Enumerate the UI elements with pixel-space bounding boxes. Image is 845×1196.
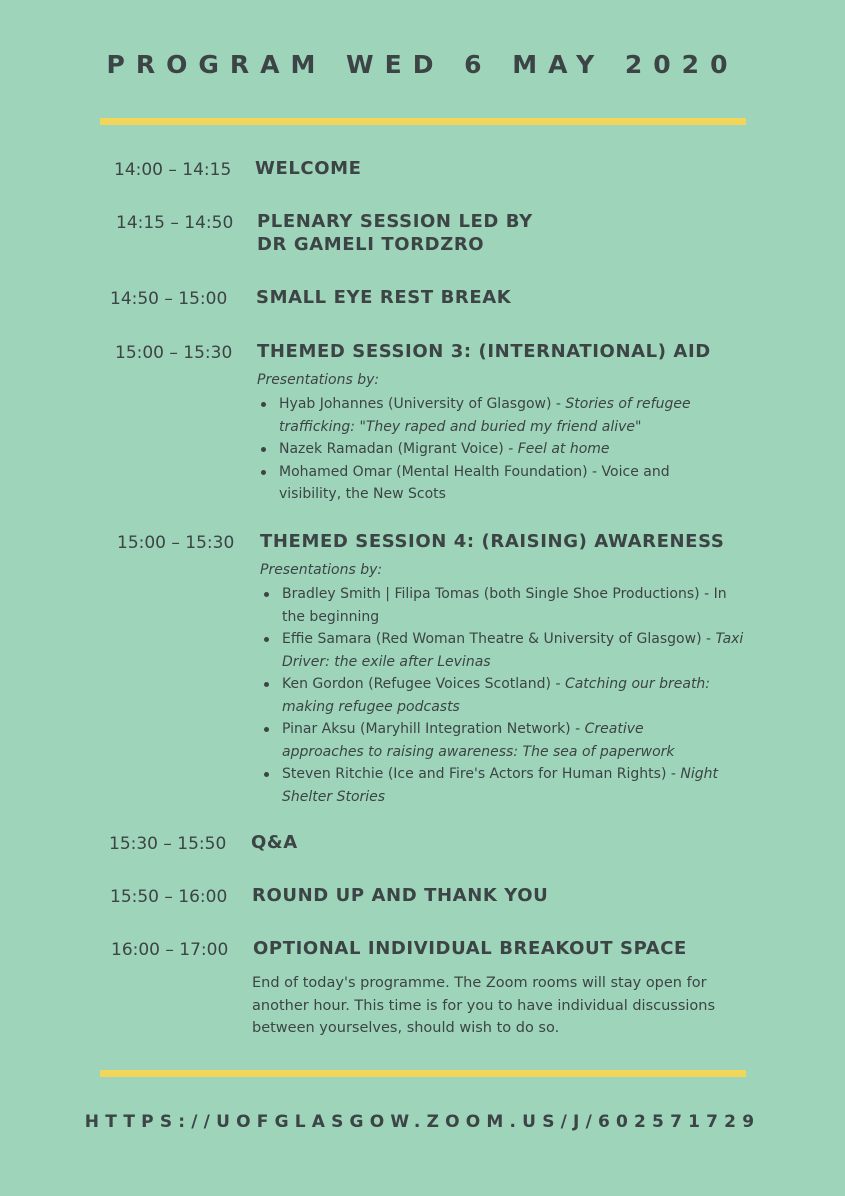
presentation-title: Creative approaches to raising awareness: The sea of paperwork bbox=[282, 721, 675, 760]
bottom-divider bbox=[100, 1070, 746, 1077]
session-heading-line2: DR GAMELI TORDZRO bbox=[257, 234, 485, 255]
presentation-title: Stories of refugee trafficking: "They raped and buried my friend alive" bbox=[279, 396, 691, 435]
list-item bbox=[258, 438, 738, 461]
session-heading: THEMED SESSION 3: (INTERNATIONAL) AID bbox=[257, 341, 711, 362]
presentation-title: Night Shelter Stories bbox=[282, 766, 718, 805]
list-item bbox=[261, 763, 749, 808]
session-note: End of today's programme. The Zoom rooms will stay open for another hour. This time is for you to have individual discussions between yourselves, should wish to do so. bbox=[252, 975, 716, 1036]
zoom-link[interactable]: HTTPS://UOFGLASGOW.ZOOM.US/J/602571729 bbox=[84, 1112, 761, 1132]
session-heading-line1: PLENARY SESSION LED BY bbox=[257, 211, 533, 232]
time-slot: 14:50 – 15:00 bbox=[110, 289, 228, 309]
time-slot: 14:00 – 14:15 bbox=[114, 160, 232, 180]
session-heading: ROUND UP AND THANK YOU bbox=[252, 885, 549, 906]
time-slot: 14:15 – 14:50 bbox=[116, 213, 234, 233]
time-slot: 15:00 – 15:30 bbox=[117, 533, 235, 553]
presentation-title: Taxi Driver: the exile after Levinas bbox=[282, 631, 744, 670]
presenter: Nazek Ramadan (Migrant Voice) - bbox=[279, 441, 518, 457]
time-slot: 15:50 – 16:00 bbox=[110, 887, 228, 907]
presenter: Bradley Smith | Filipa Tomas (both Single Shoe Productions) - In the beginning bbox=[282, 586, 727, 625]
time-slot: 15:00 – 15:30 bbox=[115, 343, 233, 363]
session-heading: SMALL EYE REST BREAK bbox=[256, 287, 512, 308]
presenter: Effie Samara (Red Woman Theatre & University of Glasgow) - bbox=[282, 631, 716, 647]
presentations-label: Presentations by: bbox=[260, 562, 383, 578]
presenter: Ken Gordon (Refugee Voices Scotland) - bbox=[282, 676, 565, 692]
time-slot: 16:00 – 17:00 bbox=[111, 940, 229, 960]
session-heading: WELCOME bbox=[255, 158, 362, 179]
top-divider bbox=[100, 118, 746, 125]
presentation-title: Catching our breath: making refugee podcasts bbox=[282, 676, 711, 715]
presentation-list bbox=[258, 393, 738, 506]
presentations-label: Presentations by: bbox=[257, 372, 380, 388]
session-heading: OPTIONAL INDIVIDUAL BREAKOUT SPACE bbox=[253, 938, 687, 959]
list-item bbox=[261, 718, 749, 763]
presenter: Hyab Johannes (University of Glasgow) - bbox=[279, 396, 566, 412]
presenter: Pinar Aksu (Maryhill Integration Network) - bbox=[282, 721, 585, 737]
session-heading: THEMED SESSION 4: (RAISING) AWARENESS bbox=[260, 531, 725, 552]
list-item bbox=[261, 673, 749, 718]
list-item bbox=[258, 461, 738, 506]
list-item bbox=[261, 583, 749, 628]
session-heading: Q&A bbox=[251, 832, 298, 853]
presenter: Steven Ritchie (Ice and Fire's Actors for Human Rights) - bbox=[282, 766, 681, 782]
page-title: PROGRAM WED 6 MAY 2020 bbox=[106, 50, 739, 79]
presentation-title: Feel at home bbox=[517, 441, 610, 457]
presenter: Mohamed Omar (Mental Health Foundation) - Voice and visibility, the New Scots bbox=[279, 463, 670, 502]
presentation-list bbox=[261, 583, 749, 808]
list-item bbox=[258, 393, 738, 438]
time-slot: 15:30 – 15:50 bbox=[109, 834, 227, 854]
list-item bbox=[261, 628, 749, 673]
